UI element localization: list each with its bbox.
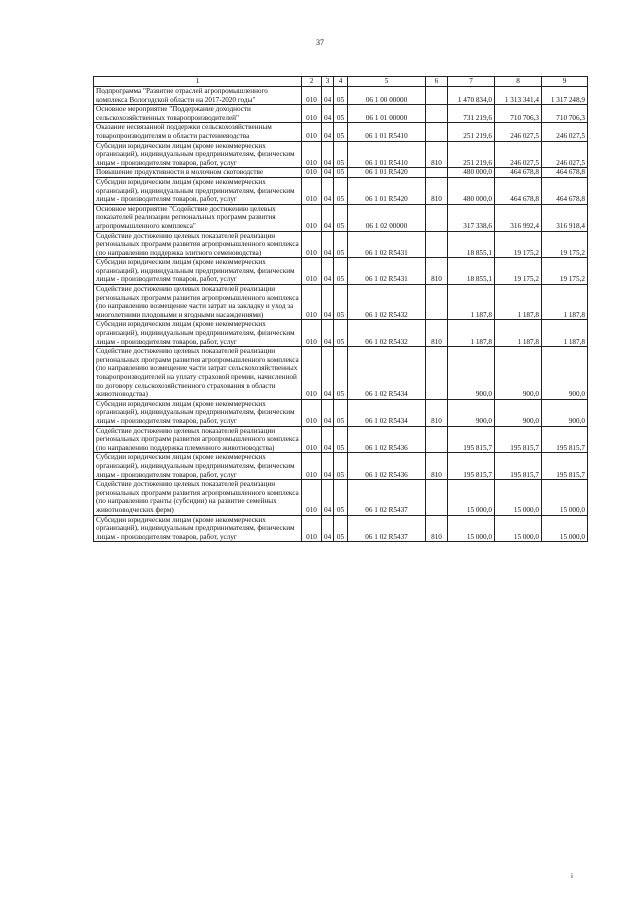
ministry-code-cell: 010	[302, 141, 322, 168]
amount-year3-cell: 464 678,8	[542, 168, 588, 178]
section-code-cell: 04	[322, 141, 334, 168]
header-cell: 2	[302, 77, 322, 87]
section-code-cell: 04	[322, 231, 334, 258]
ministry-code-cell: 010	[302, 480, 322, 515]
amount-year2-cell: 15 000,0	[495, 480, 542, 515]
section-code-cell: 04	[322, 399, 334, 426]
item-name-cell: Содействие достижению целевых показателей реализации региональных программ развития агропромышленного комплекса (по направлению возмещение части затрат сельскохозяйственных товаропроизводителей на уплату страховой премии, начисленной по договору сельскохозяйственного страхования в области животноводства)	[94, 347, 302, 400]
ministry-code-cell: 010	[302, 320, 322, 347]
amount-year2-cell: 246 027,5	[495, 141, 542, 168]
target-article-cell: 06 1 02 R5437	[348, 480, 426, 515]
target-article-cell: 06 1 02 R5432	[348, 285, 426, 320]
ministry-code-cell: 010	[302, 123, 322, 141]
expense-type-cell: 810	[426, 515, 448, 542]
item-name-cell: Содействие достижению целевых показателей реализации региональных программ развития агропромышленного комплекса (по направлению возмещение части затрат на закладку и уход за многолетними плодовыми и ягодными насаждениями)	[94, 285, 302, 320]
ministry-code-cell: 010	[302, 426, 322, 453]
section-code-cell: 04	[322, 453, 334, 480]
target-article-cell: 06 1 01 R5410	[348, 123, 426, 141]
amount-year3-cell: 15 000,0	[542, 515, 588, 542]
amount-year3-cell: 19 175,2	[542, 231, 588, 258]
table-row	[94, 231, 588, 258]
item-name-cell: Субсидии юридическим лицам (кроме некоммерческих организаций), индивидуальным предпринимателям, физическим лицам - производителям товаров, работ, услуг	[94, 177, 302, 204]
table-row	[94, 480, 588, 515]
target-article-cell: 06 1 02 R5437	[348, 515, 426, 542]
ministry-code-cell: 010	[302, 515, 322, 542]
item-name-cell: Подпрограмма "Развитие отраслей агропромышленного комплекса Вологодской области на 2017-2020 годы"	[94, 87, 302, 105]
amount-year2-cell: 316 992,4	[495, 204, 542, 231]
target-article-cell: 06 1 02 R5434	[348, 399, 426, 426]
table-row	[94, 399, 588, 426]
page-number: 37	[316, 38, 324, 47]
subsection-code-cell: 05	[334, 177, 348, 204]
subsection-code-cell: 05	[334, 231, 348, 258]
amount-year3-cell: 1 187,8	[542, 320, 588, 347]
table-row	[94, 123, 588, 141]
subsection-code-cell: 05	[334, 480, 348, 515]
amount-year3-cell: 15 000,0	[542, 480, 588, 515]
target-article-cell: 06 1 02 R5431	[348, 231, 426, 258]
amount-year3-cell: 464 678,8	[542, 177, 588, 204]
amount-year2-cell: 464 678,8	[495, 168, 542, 178]
amount-year2-cell: 195 815,7	[495, 426, 542, 453]
table-row	[94, 258, 588, 285]
ministry-code-cell: 010	[302, 168, 322, 178]
amount-year2-cell: 1 187,8	[495, 285, 542, 320]
target-article-cell: 06 1 01 R5410	[348, 141, 426, 168]
expense-type-cell	[426, 285, 448, 320]
amount-year3-cell: 19 175,2	[542, 258, 588, 285]
amount-year1-cell: 900,0	[448, 399, 495, 426]
header-cell: 5	[348, 77, 426, 87]
item-name-cell: Повышение продуктивности в молочном скотоводстве	[94, 168, 302, 178]
expense-type-cell	[426, 123, 448, 141]
item-name-cell: Субсидии юридическим лицам (кроме некоммерческих организаций), индивидуальным предпринимателям, физическим лицам - производителям товаров, работ, услуг	[94, 399, 302, 426]
expense-type-cell	[426, 105, 448, 123]
ministry-code-cell: 010	[302, 177, 322, 204]
amount-year1-cell: 18 855,1	[448, 258, 495, 285]
section-code-cell: 04	[322, 347, 334, 400]
amount-year1-cell: 480 000,0	[448, 168, 495, 178]
table-row	[94, 105, 588, 123]
header-cell: 8	[495, 77, 542, 87]
table-row	[94, 320, 588, 347]
item-name-cell: Основное мероприятие "Содействие достижению целевых показателей реализации региональных программ развития агропромышленного комплекса"	[94, 204, 302, 231]
section-code-cell: 04	[322, 177, 334, 204]
ministry-code-cell: 010	[302, 399, 322, 426]
amount-year3-cell: 1 187,8	[542, 285, 588, 320]
expense-type-cell: 810	[426, 177, 448, 204]
expense-type-cell	[426, 168, 448, 178]
amount-year3-cell: 900,0	[542, 399, 588, 426]
amount-year1-cell: 15 000,0	[448, 515, 495, 542]
amount-year1-cell: 317 338,6	[448, 204, 495, 231]
section-code-cell: 04	[322, 123, 334, 141]
target-article-cell: 06 1 01 R5420	[348, 168, 426, 178]
item-name-cell: Содействие достижению целевых показателей реализации региональных программ развития агропромышленного комплекса (по направлению поддержка племенного животноводства)	[94, 426, 302, 453]
amount-year1-cell: 251 219,6	[448, 141, 495, 168]
amount-year2-cell: 1 187,8	[495, 320, 542, 347]
target-article-cell: 06 1 02 00000	[348, 204, 426, 231]
header-cell: 6	[426, 77, 448, 87]
table-header-row	[94, 77, 588, 87]
amount-year3-cell: 195 815,7	[542, 453, 588, 480]
section-code-cell: 04	[322, 480, 334, 515]
expense-type-cell	[426, 480, 448, 515]
expense-type-cell: 810	[426, 141, 448, 168]
amount-year1-cell: 195 815,7	[448, 453, 495, 480]
subsection-code-cell: 05	[334, 87, 348, 105]
target-article-cell: 06 1 01 00000	[348, 105, 426, 123]
subsection-code-cell: 05	[334, 347, 348, 400]
amount-year1-cell: 1 187,8	[448, 320, 495, 347]
section-code-cell: 04	[322, 258, 334, 285]
corner-mark: i	[571, 872, 573, 880]
table-row	[94, 204, 588, 231]
subsection-code-cell: 05	[334, 399, 348, 426]
section-code-cell: 04	[322, 105, 334, 123]
amount-year2-cell: 15 000,0	[495, 515, 542, 542]
expense-type-cell	[426, 426, 448, 453]
ministry-code-cell: 010	[302, 453, 322, 480]
amount-year3-cell: 316 918,4	[542, 204, 588, 231]
expense-type-cell	[426, 231, 448, 258]
expense-type-cell	[426, 347, 448, 400]
section-code-cell: 04	[322, 204, 334, 231]
ministry-code-cell: 010	[302, 231, 322, 258]
amount-year3-cell: 900,0	[542, 347, 588, 400]
amount-year2-cell: 19 175,2	[495, 231, 542, 258]
expense-type-cell: 810	[426, 399, 448, 426]
amount-year3-cell: 246 027,5	[542, 141, 588, 168]
amount-year2-cell: 900,0	[495, 399, 542, 426]
table-row	[94, 141, 588, 168]
target-article-cell: 06 1 02 R5436	[348, 426, 426, 453]
header-cell: 1	[94, 77, 302, 87]
subsection-code-cell: 05	[334, 426, 348, 453]
item-name-cell: Субсидии юридическим лицам (кроме некоммерческих организаций), индивидуальным предпринимателям, физическим лицам - производителям товаров, работ, услуг	[94, 141, 302, 168]
amount-year1-cell: 18 855,1	[448, 231, 495, 258]
amount-year3-cell: 246 027,5	[542, 123, 588, 141]
ministry-code-cell: 010	[302, 285, 322, 320]
table-row	[94, 426, 588, 453]
item-name-cell: Субсидии юридическим лицам (кроме некоммерческих организаций), индивидуальным предпринимателям, физическим лицам - производителям товаров, работ, услуг	[94, 515, 302, 542]
target-article-cell: 06 1 01 R5420	[348, 177, 426, 204]
subsection-code-cell: 05	[334, 168, 348, 178]
section-code-cell: 04	[322, 168, 334, 178]
target-article-cell: 06 1 02 R5436	[348, 453, 426, 480]
amount-year1-cell: 731 219,6	[448, 105, 495, 123]
item-name-cell: Субсидии юридическим лицам (кроме некоммерческих организаций), индивидуальным предпринимателям, физическим лицам - производителям товаров, работ, услуг	[94, 453, 302, 480]
table-row	[94, 453, 588, 480]
subsection-code-cell: 05	[334, 204, 348, 231]
amount-year3-cell: 1 317 248,9	[542, 87, 588, 105]
table-row	[94, 168, 588, 178]
table-row	[94, 347, 588, 400]
target-article-cell: 06 1 02 R5434	[348, 347, 426, 400]
budget-table	[93, 76, 588, 542]
header-cell: 3	[322, 77, 334, 87]
amount-year1-cell: 195 815,7	[448, 426, 495, 453]
item-name-cell: Содействие достижению целевых показателей реализации региональных программ развития агропромышленного комплекса (по направлению поддержка элитного семеноводства)	[94, 231, 302, 258]
subsection-code-cell: 05	[334, 285, 348, 320]
expense-type-cell: 810	[426, 258, 448, 285]
section-code-cell: 04	[322, 426, 334, 453]
section-code-cell: 04	[322, 320, 334, 347]
table-row	[94, 515, 588, 542]
amount-year3-cell: 710 706,3	[542, 105, 588, 123]
amount-year1-cell: 480 000,0	[448, 177, 495, 204]
amount-year1-cell: 900,0	[448, 347, 495, 400]
subsection-code-cell: 05	[334, 105, 348, 123]
amount-year1-cell: 1 470 834,0	[448, 87, 495, 105]
header-cell: 4	[334, 77, 348, 87]
expense-type-cell	[426, 204, 448, 231]
amount-year2-cell: 710 706,3	[495, 105, 542, 123]
table-row	[94, 285, 588, 320]
target-article-cell: 06 1 00 00000	[348, 87, 426, 105]
amount-year2-cell: 246 027,5	[495, 123, 542, 141]
amount-year2-cell: 1 313 341,4	[495, 87, 542, 105]
header-cell: 9	[542, 77, 588, 87]
item-name-cell: Содействие достижению целевых показателей реализации региональных программ развития агропромышленного комплекса (по направлению гранты (субсидии) на развитие семейных животноводческих ферм)	[94, 480, 302, 515]
section-code-cell: 04	[322, 87, 334, 105]
amount-year2-cell: 900,0	[495, 347, 542, 400]
amount-year1-cell: 1 187,8	[448, 285, 495, 320]
item-name-cell: Основное мероприятие "Поддержание доходности сельскохозяйственных товаропроизводителей"	[94, 105, 302, 123]
section-code-cell: 04	[322, 285, 334, 320]
ministry-code-cell: 010	[302, 204, 322, 231]
subsection-code-cell: 05	[334, 123, 348, 141]
header-cell: 7	[448, 77, 495, 87]
amount-year2-cell: 19 175,2	[495, 258, 542, 285]
amount-year1-cell: 15 000,0	[448, 480, 495, 515]
expense-type-cell: 810	[426, 320, 448, 347]
subsection-code-cell: 05	[334, 453, 348, 480]
table-row	[94, 177, 588, 204]
amount-year2-cell: 464 678,8	[495, 177, 542, 204]
table-row	[94, 87, 588, 105]
subsection-code-cell: 05	[334, 258, 348, 285]
amount-year3-cell: 195 815,7	[542, 426, 588, 453]
amount-year1-cell: 251 219,6	[448, 123, 495, 141]
target-article-cell: 06 1 02 R5432	[348, 320, 426, 347]
item-name-cell: Субсидии юридическим лицам (кроме некоммерческих организаций), индивидуальным предпринимателям, физическим лицам - производителям товаров, работ, услуг	[94, 320, 302, 347]
section-code-cell: 04	[322, 515, 334, 542]
target-article-cell: 06 1 02 R5431	[348, 258, 426, 285]
item-name-cell: Оказание несвязанной поддержки сельскохозяйственным товаропроизводителям в области растениеводства	[94, 123, 302, 141]
amount-year2-cell: 195 815,7	[495, 453, 542, 480]
item-name-cell: Субсидии юридическим лицам (кроме некоммерческих организаций), индивидуальным предпринимателям, физическим лицам - производителям товаров, работ, услуг	[94, 258, 302, 285]
ministry-code-cell: 010	[302, 87, 322, 105]
subsection-code-cell: 05	[334, 320, 348, 347]
ministry-code-cell: 010	[302, 347, 322, 400]
subsection-code-cell: 05	[334, 515, 348, 542]
ministry-code-cell: 010	[302, 105, 322, 123]
expense-type-cell	[426, 87, 448, 105]
expense-type-cell: 810	[426, 453, 448, 480]
subsection-code-cell: 05	[334, 141, 348, 168]
ministry-code-cell: 010	[302, 258, 322, 285]
